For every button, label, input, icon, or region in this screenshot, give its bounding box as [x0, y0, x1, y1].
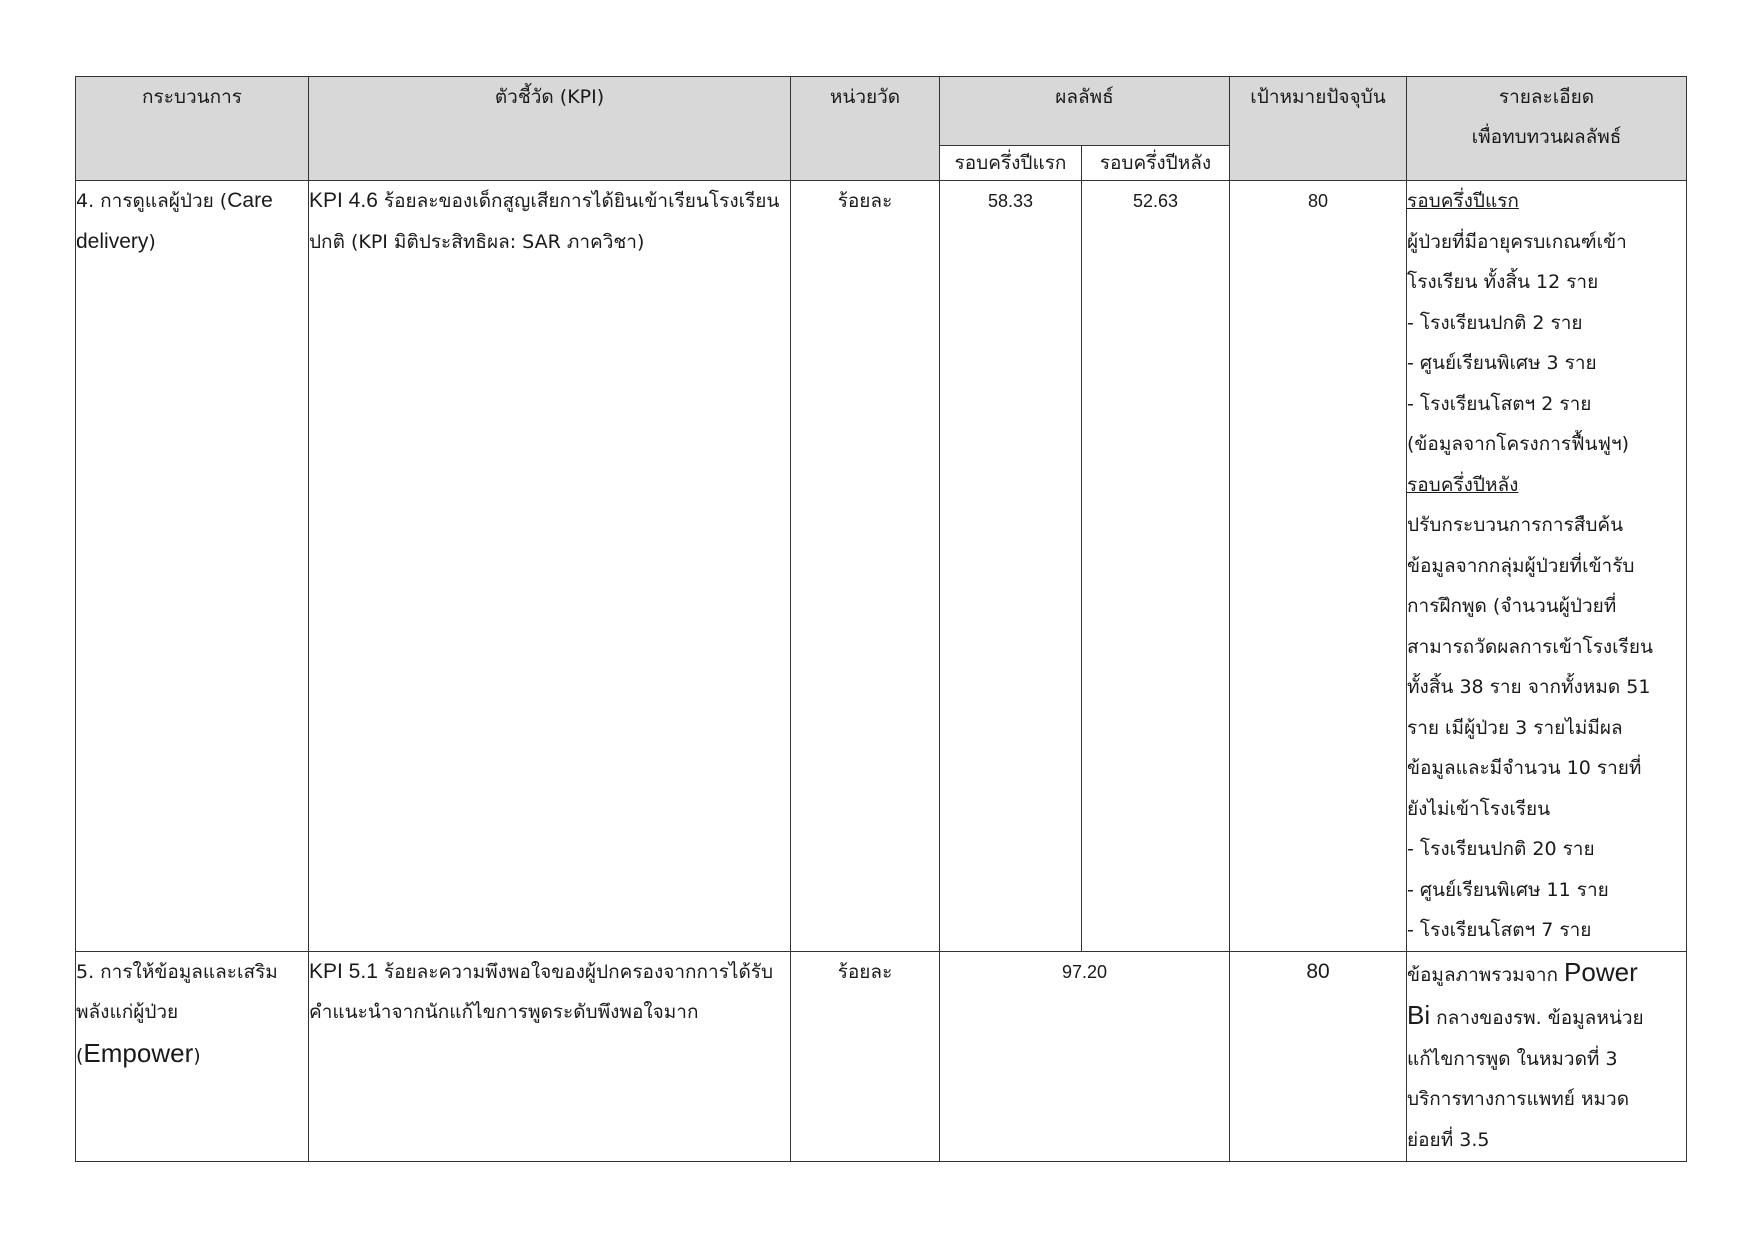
- detail-cell: [1407, 951, 1687, 1161]
- kpi-cell: [309, 951, 791, 1161]
- detail-line: ราย เมีผู้ป่วย 3 รายไม่มีผล: [1407, 716, 1623, 739]
- header-detail: [1407, 77, 1687, 181]
- detail-line: - ศูนย์เรียนพิเศษ 11 ราย: [1407, 878, 1609, 901]
- header-second-half: รอบครึ่งปีหลัง: [1082, 146, 1230, 181]
- header-target: เป้าหมายปัจจุบัน: [1230, 77, 1407, 181]
- detail-cell: [1407, 181, 1687, 952]
- detail-line: ปรับกระบวนการการสืบค้น: [1407, 514, 1624, 536]
- detail-line: - โรงเรียนปกติ 20 ราย: [1407, 838, 1595, 860]
- process-en: Care: [227, 189, 273, 212]
- detail-text: บริการทางการแพทย์ หมวด: [1407, 1088, 1630, 1110]
- header-process: กระบวนการ: [76, 77, 309, 181]
- target-cell: 80: [1230, 181, 1407, 952]
- kpi-code: KPI 4.6: [309, 189, 378, 212]
- table-row: [76, 951, 1687, 1161]
- detail-en: Power: [1564, 956, 1638, 987]
- unit-cell: ร้อยละ: [791, 181, 940, 952]
- detail-line: สามารถวัดผลการเข้าโรงเรียน: [1407, 635, 1654, 658]
- detail-heading: รอบครึ่งปีหลัง: [1407, 473, 1519, 496]
- kpi-code: KPI 5.1: [309, 959, 378, 983]
- process-text: 4. การดูแลผู้ป่วย (: [76, 190, 228, 212]
- process-text: ): [148, 230, 156, 253]
- detail-text: กลางของรพ. ข้อมูลหน่วย: [1430, 1007, 1644, 1029]
- detail-line: - โรงเรียนโสตฯ 7 ราย: [1407, 919, 1592, 941]
- process-text: พลังแก่ผู้ป่วย: [76, 1001, 179, 1023]
- detail-line: ข้อมูลและมีจำนวน 10 รายที่: [1407, 757, 1642, 779]
- kpi-text: คำแนะนำจากนักแก้ไขการพูดระดับพึงพอใจมาก: [309, 1001, 699, 1023]
- detail-en: Bi: [1407, 1000, 1431, 1030]
- process-cell: [76, 181, 309, 952]
- target-cell: 80: [1230, 951, 1407, 1161]
- table-row: [76, 181, 1687, 952]
- detail-line: ยังไม่เข้าโรงเรียน: [1407, 797, 1551, 820]
- process-en: Empower: [83, 1037, 194, 1068]
- process-text: ): [193, 1044, 201, 1067]
- header-kpi: ตัวชี้วัด (KPI): [309, 77, 791, 181]
- process-text: 5. การให้ข้อมูลและเสริม: [76, 960, 278, 983]
- detail-line: การฝึกพูด (จำนวนผู้ป่วยที่: [1407, 595, 1617, 617]
- detail-line: - โรงเรียนโสตฯ 2 ราย: [1407, 392, 1592, 415]
- kpi-cell: [309, 181, 791, 952]
- detail-line: (ข้อมูลจากโครงการฟื้นฟูฯ): [1407, 433, 1630, 455]
- header-detail-line2: เพื่อทบทวนผลลัพธ์: [1471, 126, 1622, 148]
- detail-line: - โรงเรียนปกติ 2 ราย: [1407, 311, 1583, 334]
- kpi-table: [75, 76, 1687, 1162]
- first-half-cell: 58.33: [940, 181, 1082, 952]
- unit-cell: ร้อยละ: [791, 951, 940, 1161]
- detail-text: ย่อยที่ 3.5: [1407, 1128, 1490, 1151]
- header-detail-line1: รายละเอียด: [1498, 86, 1595, 108]
- header-result: ผลลัพธ์: [940, 77, 1230, 146]
- detail-line: โรงเรียน ทั้งสิ้น 12 ราย: [1407, 271, 1599, 293]
- process-text: (: [76, 1044, 84, 1067]
- kpi-text: ร้อยละของเด็กสูญเสียการได้ยินเข้าเรียนโรงเรียน: [377, 190, 780, 212]
- kpi-text: ปกติ (KPI มิติประสิทธิผล: SAR ภาควิชา): [309, 230, 645, 253]
- header-first-half: รอบครึ่งปีแรก: [940, 146, 1082, 181]
- second-half-cell: 52.63: [1082, 181, 1230, 952]
- result-cell: 97.20: [940, 951, 1230, 1161]
- header-unit: หน่วยวัด: [791, 77, 940, 181]
- kpi-text: ร้อยละความพึงพอใจของผู้ปกครองจากการได้รับ: [377, 960, 774, 983]
- detail-text: ข้อมูลภาพรวมจาก: [1407, 963, 1565, 986]
- detail-line: ทั้งสิ้น 38 ราย จากทั้งหมด 51: [1407, 676, 1651, 698]
- process-cell: [76, 951, 309, 1161]
- process-en: delivery: [76, 229, 149, 253]
- detail-line: ผู้ป่วยที่มีอายุครบเกณฑ์เข้า: [1407, 230, 1627, 253]
- detail-line: ข้อมูลจากกลุ่มผู้ป่วยที่เข้ารับ: [1407, 554, 1635, 577]
- detail-line: - ศูนย์เรียนพิเศษ 3 ราย: [1407, 352, 1597, 374]
- detail-heading: รอบครึ่งปีแรก: [1407, 190, 1519, 212]
- detail-text: แก้ไขการพูด ในหมวดที่ 3: [1407, 1047, 1618, 1070]
